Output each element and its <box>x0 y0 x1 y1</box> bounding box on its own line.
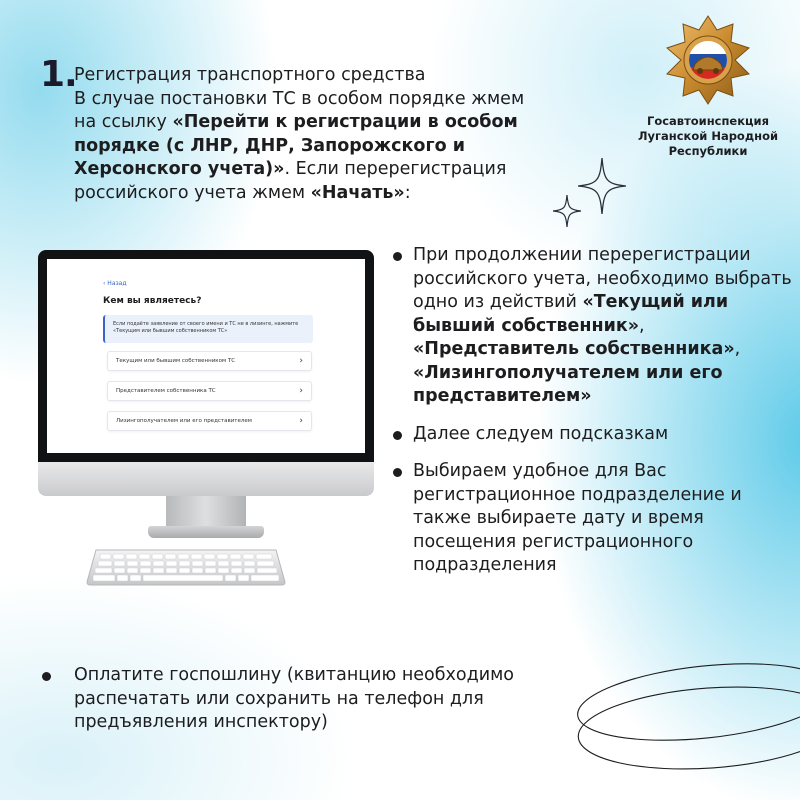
option-current-owner[interactable]: Текущим или бывшим собственником ТС › <box>107 351 312 371</box>
option-representative-text: «Представитель собственника» <box>413 339 735 359</box>
list-item: Выбираем удобное для Вас регистрационное подразделение и также выбираете дату и время посещения регистрационного подразделения <box>393 460 793 578</box>
back-link[interactable]: ‹ Назад <box>103 280 127 287</box>
monitor-stand-neck <box>166 496 246 528</box>
screen-title: Кем вы являетесь? <box>103 296 202 306</box>
payment-list <box>40 664 560 735</box>
special-registration-link-text: «Перейти к регистрации в особом порядке (с ЛНР, ДНР, Запорожского и Херсонского учета)» <box>74 112 518 179</box>
org-name: Госавтоинспекция Луганской Народной Республики <box>637 114 779 158</box>
list-item: При продолжении перерегистрации российского учета, необходимо выбрать одно из действий «Текущий или бывший собственник», «Представитель собственника», «Лизингополучателем или его представителем» <box>393 244 793 409</box>
list-item: Далее следуем подсказкам <box>393 423 793 447</box>
monitor-illustration <box>38 250 374 540</box>
intro-title: Регистрация транспортного средства <box>74 65 426 85</box>
monitor-chin <box>38 462 374 496</box>
sparkle-small-icon <box>553 195 581 227</box>
intro-body: В случае постановки ТС в особом порядке жмем на ссылку «Перейти к регистрации в особом порядке (с ЛНР, ДНР, Запорожского и Херсонского учета)». Если перерегистрация российского учета жмем «Начать»: <box>74 88 525 203</box>
bullet-dot-icon <box>42 672 51 681</box>
chevron-right-icon: › <box>299 416 303 426</box>
bullet-dot-icon <box>393 468 402 477</box>
step-number: 1. <box>40 54 77 95</box>
list-item: Оплатите госпошлину (квитанцию необходимо распечатать или сохранить на телефон для предъявления инспектору) <box>40 664 560 735</box>
option-lessee[interactable]: Лизингополучателем или его представителем › <box>107 411 312 431</box>
chevron-right-icon: › <box>299 386 303 396</box>
traffic-police-emblem-icon <box>665 14 751 106</box>
keyboard-illustration <box>86 548 286 586</box>
bullet-dot-icon <box>393 431 402 440</box>
monitor-screen <box>47 259 365 453</box>
chevron-right-icon: › <box>299 356 303 366</box>
info-box: Если подаёте заявление от своего имени и ТС не в лизинге, нажмите «Текущим или бывшим собственником ТС» <box>103 315 313 343</box>
steps-list <box>393 244 793 578</box>
monitor-stand-foot <box>148 526 264 538</box>
bullet-dot-icon <box>393 252 402 261</box>
start-button-text: «Начать» <box>310 182 405 203</box>
org-logo-block <box>636 14 780 159</box>
option-current-owner-text: «Текущий или бывший собственник» <box>413 292 729 336</box>
option-owner-representative[interactable]: Представителем собственника ТС › <box>107 381 312 401</box>
intro-text <box>74 64 544 205</box>
decorative-rings-icon <box>540 640 800 790</box>
sparkle-icon <box>578 158 626 214</box>
option-lessee-text: «Лизингополучателем или его представителем» <box>413 362 723 406</box>
